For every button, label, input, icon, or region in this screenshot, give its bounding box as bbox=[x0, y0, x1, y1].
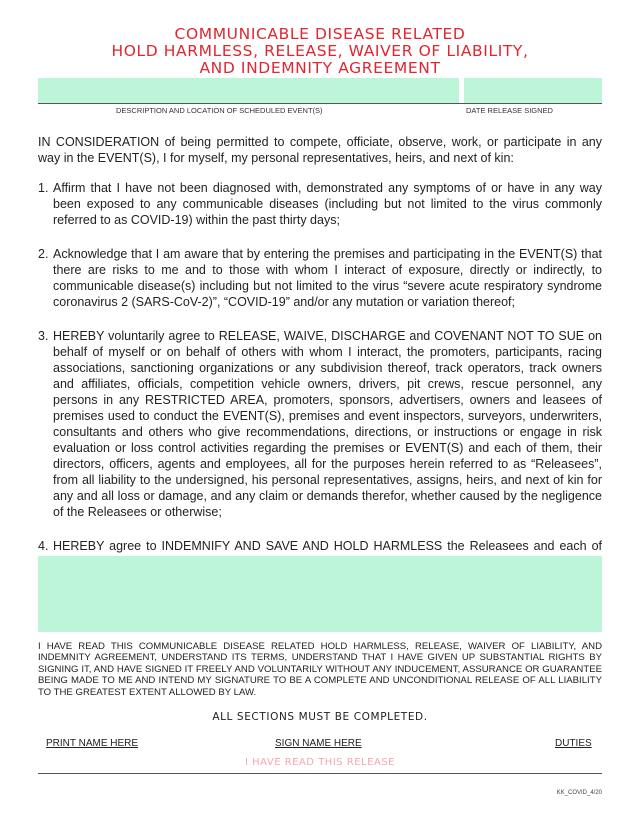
item-text: Acknowledge that I am aware that by entering the premises and participating in the EVENT(S) that there are risks to me and to those with whom I interact of exposure, directly or indirectly, to communicable disease(s) including but not limited to the virus “severe acute respiratory syndrome coronavirus 2 (SARS-CoV-2)”, “COVID-19” and/or any mutation or variation thereof; bbox=[53, 247, 602, 309]
item-number: 3. bbox=[38, 329, 49, 343]
item-text: HEREBY voluntarily agree to RELEASE, WAIVE, DISCHARGE and COVENANT NOT TO SUE on behalf of myself or on behalf of others with whom I interact, the promoters, participants, racing associations, sanctioning organizations or any subdivision thereof, track operators, track owners and affiliates, officials, competition vehicle owners, drivers, pit crews, rescue personnel, any persons in any RESTRICTED AREA, promoters, sponsors, advertisers, owners and leasees of premises used to conduct the EVENT(S), premises and event inspectors, surveyors, underwriters, consultants and others who give recommendations, directions, or instructions or engage in risk evaluation or loss control activities regarding the premises or EVENT(S) and each of them, their directors, officers, agents and employees, all for the purposes herein referred to as “Releasees”, from all liability to the undersigned, his personal representatives, assigns, heirs, and next of kin for any and all loss or damage, and any claim or demands therefor, whether caused by the negligence of the Releasees or otherwise; bbox=[53, 329, 602, 519]
title-line-3: AND INDEMNITY AGREEMENT bbox=[199, 59, 441, 77]
item-text: HEREBY agree to INDEMNIFY AND SAVE AND HOLD HARMLESS the Releasees and each of bbox=[53, 539, 602, 553]
print-name-label: PRINT NAME HERE bbox=[46, 738, 139, 749]
item-number: 1. bbox=[38, 181, 49, 195]
list-item bbox=[38, 246, 602, 310]
event-field-caption: DESCRIPTION AND LOCATION OF SCHEDULED EVENT(S) bbox=[116, 106, 323, 115]
sign-name-label: SIGN NAME HERE bbox=[275, 738, 362, 749]
list-item bbox=[38, 328, 602, 520]
event-description-field[interactable] bbox=[38, 78, 459, 103]
list-item bbox=[38, 180, 602, 228]
item-number: 4. bbox=[38, 539, 49, 553]
item-number: 2. bbox=[38, 247, 49, 261]
terms-list bbox=[38, 180, 602, 604]
date-signed-field[interactable] bbox=[464, 78, 602, 103]
acknowledgement-paragraph: I HAVE READ THIS COMMUNICABLE DISEASE RELATED HOLD HARMLESS, RELEASE, WAIVER OF LIABILITY, AND INDEMNITY AGREEMENT, UNDERSTAND ITS TERMS, UNDERSTAND THAT I HAVE GIVEN UP SUBSTANTIAL RIGHTS BY SIGNING IT, AND HAVE SIGNED IT FREELY AND VOLUNTARILY WITHOUT ANY INDUCEMENT, ASSURANCE OR GUARANTEE BEING MADE TO ME AND INTEND MY SIGNATURE TO BE A COMPLETE AND UNCONDITIONAL RELEASE OF ALL LIABILITY TO THE GREATEST EXTENT ALLOWED BY LAW. bbox=[38, 641, 602, 698]
i-have-read-input[interactable]: I HAVE READ THIS RELEASE bbox=[245, 757, 395, 768]
duties-label: DUTIES bbox=[555, 738, 592, 749]
signature-underline bbox=[38, 773, 602, 774]
event-field-underline bbox=[38, 103, 602, 104]
form-id: KK_COVID_4/20 bbox=[556, 790, 602, 796]
all-sections-notice: ALL SECTIONS MUST BE COMPLETED. bbox=[212, 711, 428, 723]
title-line-1: COMMUNICABLE DISEASE RELATED bbox=[174, 25, 466, 43]
document-title bbox=[0, 26, 640, 77]
signature-area-field[interactable] bbox=[38, 556, 602, 632]
intro-paragraph: IN CONSIDERATION of being permitted to compete, officiate, observe, work, or participate in any way in the EVENT(S), I for myself, my personal representatives, heirs, and next of kin: bbox=[38, 135, 602, 165]
date-field-caption: DATE RELEASE SIGNED bbox=[466, 106, 553, 115]
item-text: Affirm that I have not been diagnosed with, demonstrated any symptoms of or have in any way been exposed to any communicable diseases (including but not limited to the virus commonly referred to as COVID-19) within the past thirty days; bbox=[53, 181, 602, 227]
title-line-2: HOLD HARMLESS, RELEASE, WAIVER OF LIABILITY, bbox=[111, 42, 529, 60]
